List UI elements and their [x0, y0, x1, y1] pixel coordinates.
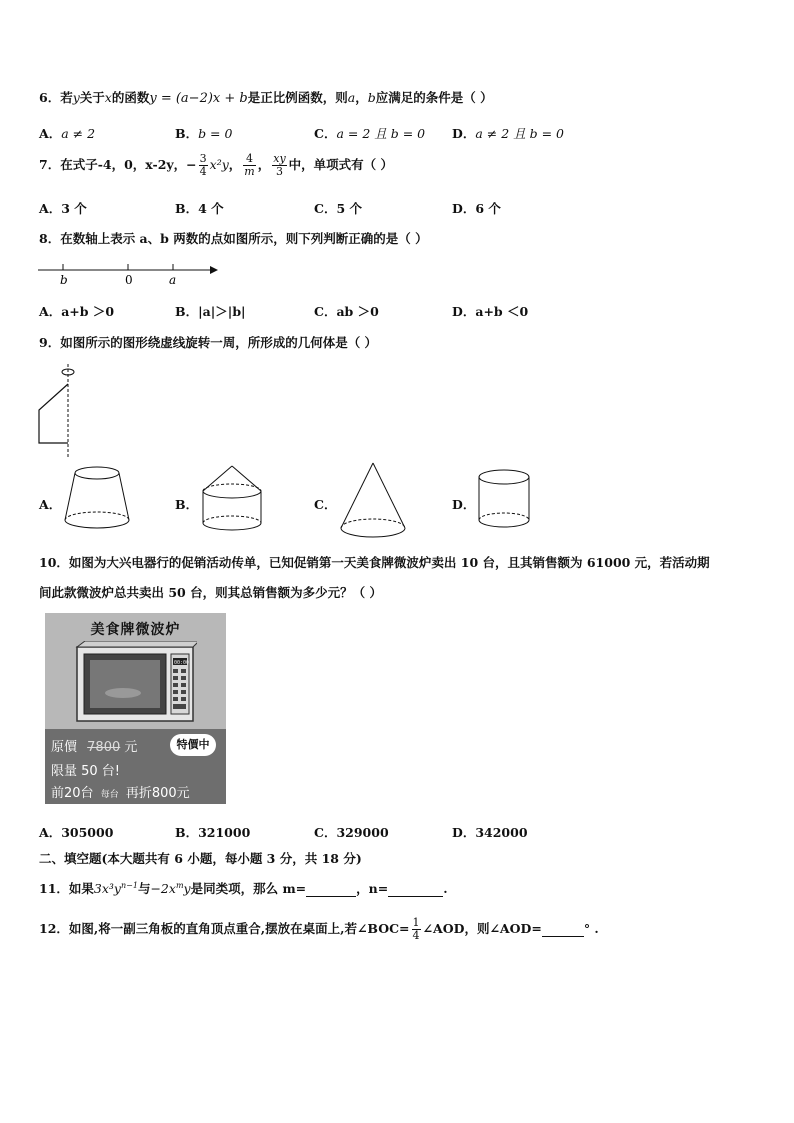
fraction-denominator: 3	[275, 165, 283, 178]
q7-neg: −	[186, 157, 197, 172]
q8-text: 8．在数轴上表示 a、b 两数的点如图所示，则下列判断正确的是（ ）	[39, 231, 428, 246]
flyer-discount: 再折800元	[125, 786, 190, 801]
q10-option-d[interactable]	[452, 823, 528, 841]
q11-term-1: 3x³y	[93, 881, 121, 896]
q6-formula: y = (a−2)x + b	[149, 91, 248, 106]
option-label: B．	[175, 201, 199, 216]
question-10-line-1	[39, 553, 710, 571]
fraction-denominator: m	[244, 165, 255, 178]
option-text: 342000	[475, 825, 528, 840]
flyer-discount-line	[51, 782, 190, 801]
question-11	[39, 879, 448, 897]
fraction-numerator: xy	[273, 152, 286, 165]
q7-term: x²y	[209, 157, 229, 172]
section-heading	[39, 849, 362, 867]
fraction-numerator: 3	[199, 152, 207, 165]
q12-fraction	[412, 917, 421, 942]
option-text: ab ＞0	[336, 304, 379, 319]
option-text: a+b ＜0	[475, 304, 529, 319]
option-text: a ≠ 2 且 b = 0	[475, 126, 564, 141]
option-text: 329000	[336, 825, 389, 840]
q6-option-c[interactable]	[314, 124, 425, 142]
option-text: a = 2 且 b = 0	[336, 126, 426, 141]
number-line-label-zero: 0	[125, 273, 133, 287]
q7-suffix: 中，单项式有（ ）	[288, 157, 394, 172]
q12-end: ° .	[583, 921, 599, 936]
q11-end: .	[443, 881, 448, 896]
option-text: |a|＞|b|	[198, 304, 246, 319]
q7-sep: ，	[228, 157, 242, 172]
q8-option-a[interactable]	[39, 302, 114, 320]
option-label: A．	[39, 825, 62, 840]
q10-option-b[interactable]	[175, 823, 250, 841]
shape-cone-on-cylinder-icon	[200, 465, 264, 533]
flyer-each: 每台	[100, 790, 119, 800]
q9-option-d[interactable]	[452, 495, 475, 513]
option-label: B．	[175, 825, 199, 840]
q6-option-d[interactable]	[452, 124, 564, 142]
q11-exponent-2: m	[175, 880, 184, 890]
q7-prefix: 7．在式子-4，0，x-2y，	[39, 157, 187, 172]
q6-text: 的函数	[111, 90, 150, 105]
q11-term-2: −2x	[150, 881, 176, 896]
q6-comma: ，	[355, 90, 368, 105]
option-label: A．	[39, 497, 62, 512]
question-10-line-2	[39, 583, 382, 601]
option-label: C．	[314, 126, 337, 141]
q8-option-b[interactable]	[175, 302, 246, 320]
flyer-original-price: 7800	[87, 740, 121, 755]
number-line-label-a: a	[169, 273, 177, 287]
q10-option-c[interactable]	[314, 823, 389, 841]
option-label: A．	[39, 201, 62, 216]
q11-exponent-1: n−1	[120, 880, 138, 890]
q7-option-b[interactable]	[175, 199, 224, 217]
option-text: 6 个	[475, 201, 501, 216]
flyer-title: 美食牌微波炉	[90, 622, 181, 638]
option-label: D．	[452, 304, 476, 319]
fraction-denominator: 4	[199, 165, 207, 178]
option-label: B．	[175, 126, 199, 141]
answer-blank-aod[interactable]	[542, 921, 584, 937]
option-label: C．	[314, 825, 337, 840]
flyer-unit: 元	[124, 740, 138, 755]
question-8	[39, 229, 428, 247]
q11-suffix: 是同类项，那么 m=	[190, 881, 307, 896]
q6-option-b[interactable]	[175, 124, 232, 142]
q10-text: 间此款微波炉总共卖出 50 台，则其总销售额为多少元？（ ）	[39, 585, 382, 600]
q6-prefix: 6．若	[39, 90, 73, 105]
q12-mid: ∠AOD，则∠AOD=	[422, 921, 542, 936]
q9-option-b[interactable]	[175, 495, 198, 513]
option-label: D．	[452, 497, 476, 512]
q6-option-a[interactable]	[39, 124, 95, 142]
promo-flyer	[45, 613, 226, 804]
q11-prefix: 11．如果	[39, 881, 94, 896]
option-label: A．	[39, 126, 62, 141]
shape-frustum-icon	[62, 465, 132, 531]
q8-option-c[interactable]	[314, 302, 379, 320]
number-line-label-b: b	[60, 273, 68, 287]
q10-option-a[interactable]	[39, 823, 113, 841]
q6-suffix: 应满足的条件是（ ）	[375, 90, 493, 105]
shape-cylinder-icon	[476, 468, 532, 530]
question-12	[39, 917, 599, 942]
q6-var-y: y	[72, 90, 80, 105]
option-text: 4 个	[198, 201, 224, 216]
q6-var-x: x	[104, 90, 112, 105]
option-label: C．	[314, 304, 337, 319]
flyer-first: 前20台	[51, 786, 94, 801]
flyer-limit: 限量 50 台!	[51, 764, 121, 779]
option-label: C．	[314, 201, 337, 216]
q6-var-a: a	[347, 90, 356, 105]
option-label: B．	[175, 497, 199, 512]
number-line-figure	[36, 260, 226, 288]
option-label: A．	[39, 304, 62, 319]
q7-fraction-1	[199, 153, 208, 178]
option-label: D．	[452, 825, 476, 840]
flyer-price-label: 原價	[51, 740, 78, 755]
option-label: D．	[452, 126, 476, 141]
q8-option-d[interactable]	[452, 302, 528, 320]
option-text: a+b ＞0	[61, 304, 115, 319]
option-label: D．	[452, 201, 476, 216]
q6-text: 关于	[79, 90, 105, 105]
q7-fraction-2	[243, 153, 255, 178]
option-text: 5 个	[336, 201, 363, 216]
q7-sep: ，	[257, 157, 271, 172]
q12-prefix: 12．如图,将一副三角板的直角顶点重合,摆放在桌面上,若∠BOC=	[39, 921, 410, 936]
microwave-display: 00:00	[174, 660, 190, 666]
q7-option-d[interactable]	[452, 199, 501, 217]
flyer-price-line	[51, 736, 137, 755]
option-text: 321000	[198, 825, 251, 840]
q7-option-c[interactable]	[314, 199, 362, 217]
shape-cone-icon	[338, 462, 408, 542]
fraction-numerator: 4	[243, 153, 255, 166]
q11-mid: 与	[137, 881, 151, 896]
fraction-numerator: 1	[412, 916, 420, 929]
answer-blank-n[interactable]	[388, 881, 443, 897]
flyer-sale-badge: 特價中	[170, 734, 216, 756]
option-label: C．	[314, 497, 337, 512]
question-7	[39, 153, 393, 178]
q6-var-b: b	[367, 90, 376, 105]
option-text: 305000	[61, 825, 114, 840]
rotation-figure	[36, 360, 86, 460]
q6-text: 是正比例函数，则	[247, 90, 348, 105]
question-9	[39, 333, 377, 351]
q7-fraction-3	[272, 153, 286, 178]
microwave-icon	[75, 641, 197, 725]
q11-term-2b: y	[183, 881, 191, 896]
question-6	[39, 88, 493, 106]
q9-option-a[interactable]	[39, 495, 61, 513]
q11-comma: ，n=	[356, 881, 389, 896]
section-heading-text: 二、填空题(本大题共有 6 小题，每小题 3 分，共 18 分)	[39, 851, 362, 866]
option-text: b = 0	[198, 126, 233, 141]
option-text: 3 个	[61, 201, 87, 216]
q10-text: 10．如图为大兴电器行的促销活动传单，已知促销第一天美食牌微波炉卖出 10 台，且其销售额为 61000 元，若活动期	[39, 555, 710, 570]
q7-option-a[interactable]	[39, 199, 87, 217]
q9-text: 9．如图所示的图形绕虚线旋转一周，所形成的几何体是（ ）	[39, 335, 378, 350]
option-text: a ≠ 2	[61, 126, 96, 141]
answer-blank-m[interactable]	[306, 881, 356, 897]
q9-option-c[interactable]	[314, 495, 336, 513]
fraction-denominator: 4	[412, 929, 420, 942]
option-label: B．	[175, 304, 199, 319]
